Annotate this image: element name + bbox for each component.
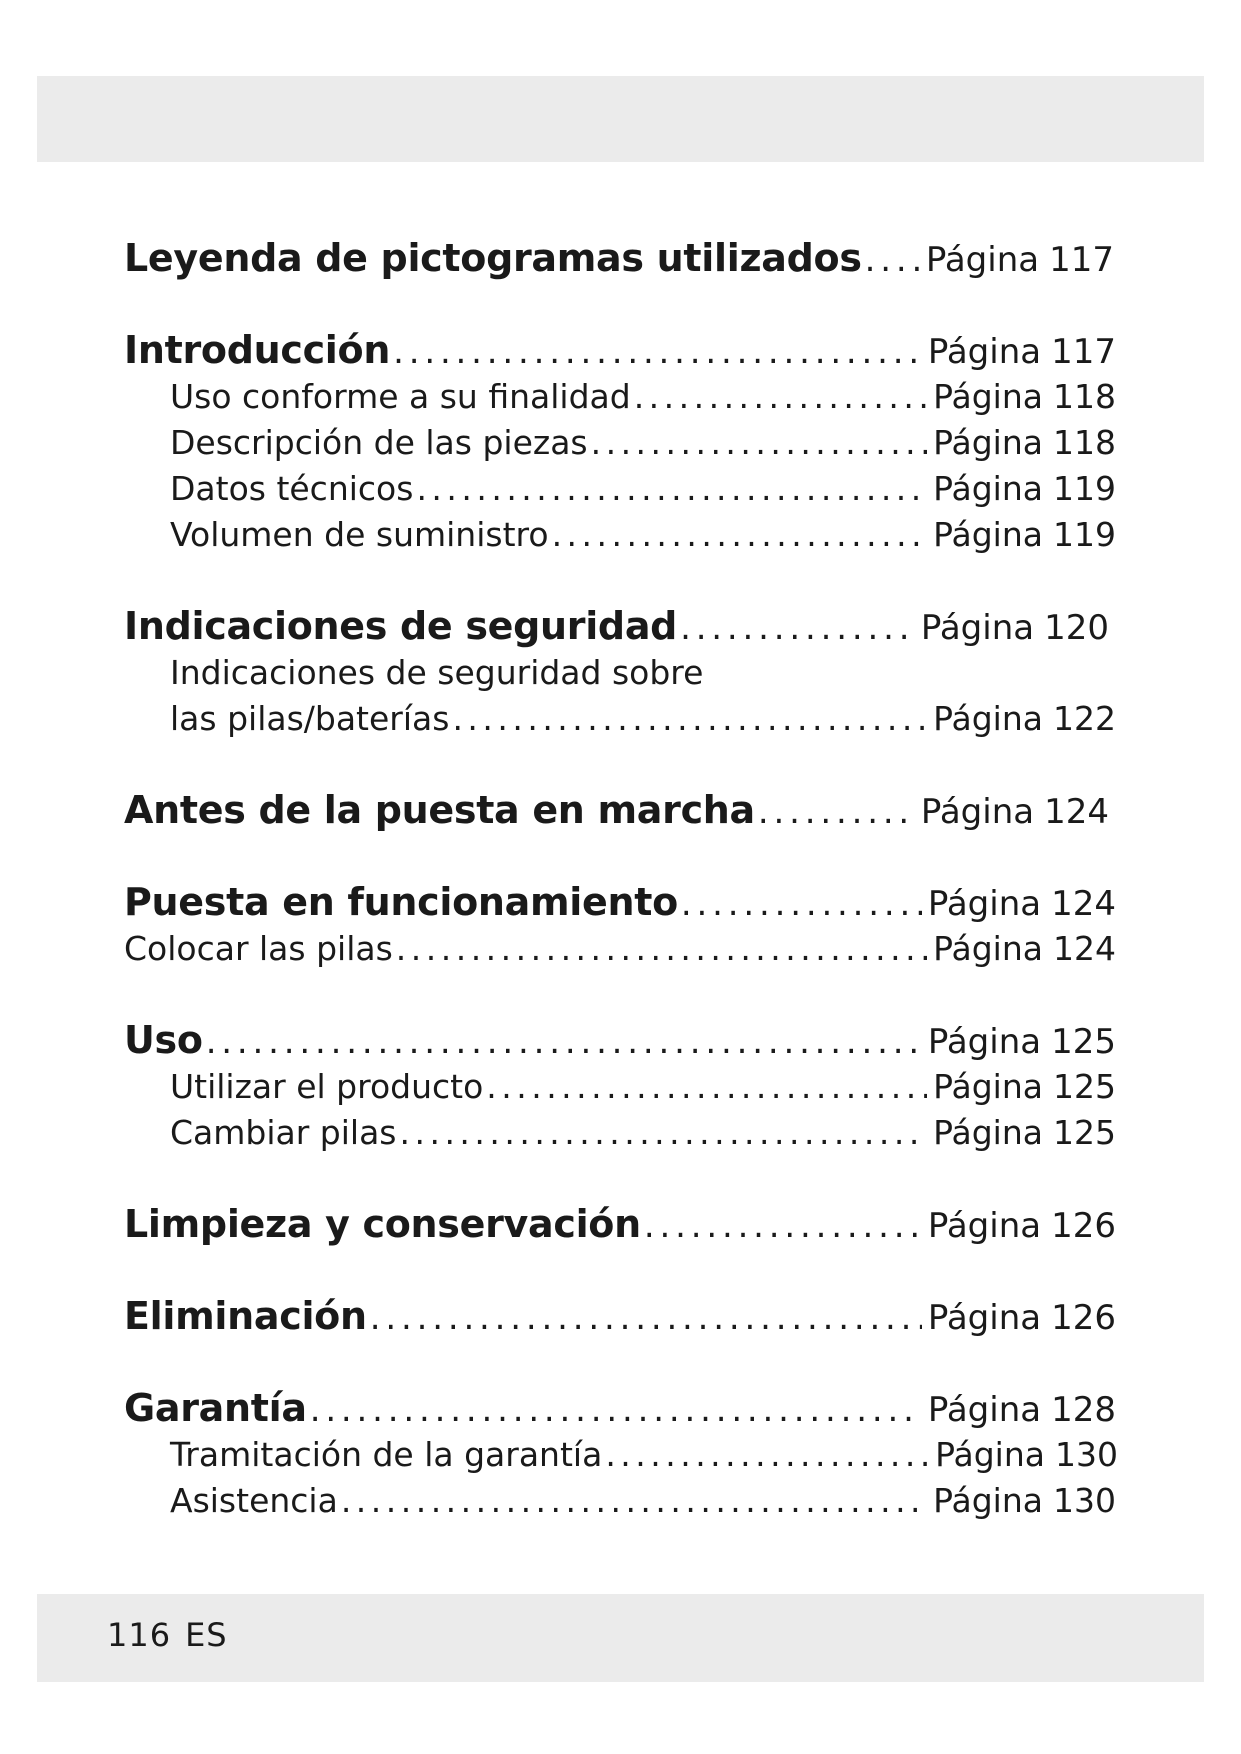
toc-entry-page: Página 126	[927, 1206, 1116, 1246]
toc-subentry-title: Datos técnicos	[170, 469, 414, 508]
toc-entry-title: Indicaciones de seguridad	[124, 604, 678, 648]
page-footer	[107, 1613, 228, 1657]
toc-subentry-utilizar[interactable]	[170, 1064, 1116, 1110]
leader-dots	[865, 237, 920, 283]
toc-subentry-title: las pilas/baterías	[170, 699, 450, 738]
toc-entry-title: Leyenda de pictogramas utilizados	[124, 236, 862, 280]
toc-subentry-page: Página 130	[933, 1481, 1116, 1520]
leader-dots	[644, 1203, 922, 1249]
toc-entry-page: Página 125	[927, 1022, 1116, 1062]
toc-subentry-page: Página 118	[933, 377, 1116, 416]
toc-subentry-title: Volumen de suministro	[170, 515, 549, 554]
toc-subentry-tramitacion[interactable]	[170, 1432, 1118, 1478]
toc-subentry-colocar-pilas[interactable]	[124, 926, 1116, 972]
toc-entry-page: Página 124	[920, 792, 1109, 832]
leader-dots	[634, 374, 927, 420]
toc-subentry-title: Colocar las pilas	[124, 929, 393, 968]
toc-entry-garantia[interactable]	[124, 1385, 1116, 1431]
toc-subentry-page: Página 125	[933, 1067, 1116, 1106]
leader-dots	[400, 1110, 928, 1156]
toc-subentry-title: Uso conforme a su finalidad	[170, 377, 631, 416]
toc-subentry-page: Página 125	[933, 1113, 1116, 1152]
toc-subentry-page: Página 119	[933, 515, 1116, 554]
toc-subentry-page: Página 124	[933, 929, 1116, 968]
toc-subentry-page: Página 122	[933, 699, 1116, 738]
toc-entry-eliminacion[interactable]	[124, 1293, 1116, 1339]
toc-subentry-title: Asistencia	[170, 1481, 338, 1520]
language-code: ES	[185, 1616, 228, 1654]
toc-entry-page: Página 117	[925, 240, 1114, 280]
leader-dots	[680, 605, 915, 651]
toc-subentry-pilas-baterias[interactable]	[170, 696, 1116, 742]
toc-subentry-title: Tramitación de la garantía	[170, 1435, 603, 1474]
toc-entry-page: Página 120	[920, 608, 1109, 648]
leader-dots	[605, 1432, 929, 1478]
leader-dots	[758, 789, 915, 835]
toc-entry-leyenda[interactable]	[124, 235, 1114, 281]
toc-subentry-page: Página 119	[933, 469, 1116, 508]
leader-dots	[681, 881, 922, 927]
toc-subentry-page: Página 118	[933, 423, 1116, 462]
toc-entry-title: Antes de la puesta en marcha	[124, 788, 755, 832]
leader-dots	[341, 1478, 927, 1524]
toc-entry-indicaciones[interactable]	[124, 603, 1109, 649]
toc-entry-title: Eliminación	[124, 1294, 367, 1338]
toc-entry-title: Introducción	[124, 328, 391, 372]
toc-entry-page: Página 124	[927, 884, 1116, 924]
toc-entry-title: Garantía	[124, 1386, 307, 1430]
toc-entry-uso[interactable]	[124, 1017, 1116, 1063]
toc-entry-limpieza[interactable]	[124, 1201, 1116, 1247]
toc-entry-title: Puesta en funcionamiento	[124, 880, 678, 924]
toc-subentry-asistencia[interactable]	[170, 1478, 1116, 1524]
toc-subentry-title: Utilizar el producto	[170, 1067, 484, 1106]
toc-subentry-descripcion[interactable]	[170, 420, 1116, 466]
toc-entry-title: Uso	[124, 1018, 203, 1062]
toc-entry-page: Página 128	[927, 1390, 1116, 1430]
leader-dots	[591, 420, 927, 466]
toc-entry-page: Página 117	[927, 332, 1116, 372]
toc-entry-title: Limpieza y conservación	[124, 1202, 641, 1246]
toc-subentry-cambiar-pilas[interactable]	[170, 1110, 1116, 1156]
toc-entry-antes-puesta[interactable]	[124, 787, 1109, 833]
toc-subentry-volumen[interactable]	[170, 512, 1116, 558]
page-number: 116	[107, 1616, 172, 1654]
leader-dots	[310, 1387, 922, 1433]
toc-subentry-title: Cambiar pilas	[170, 1113, 397, 1152]
leader-dots	[396, 926, 927, 972]
leader-dots	[486, 1064, 927, 1110]
toc-subentry-page: Página 130	[935, 1435, 1118, 1474]
leader-dots	[370, 1295, 922, 1341]
toc-entry-puesta-funcionamiento[interactable]	[124, 879, 1116, 925]
leader-dots	[416, 466, 927, 512]
leader-dots	[206, 1019, 922, 1065]
toc-subentry-title: Descripción de las piezas	[170, 423, 588, 462]
leader-dots	[452, 696, 927, 742]
leader-dots	[552, 512, 928, 558]
toc-entry-introduccion[interactable]	[124, 327, 1116, 373]
toc-subentry-datos[interactable]	[170, 466, 1116, 512]
toc-entry-page: Página 126	[927, 1298, 1116, 1338]
leader-dots	[393, 329, 922, 375]
toc-subentry-title-line1: Indicaciones de seguridad sobre	[170, 653, 704, 692]
toc-subentry-uso-conforme[interactable]	[170, 374, 1116, 420]
